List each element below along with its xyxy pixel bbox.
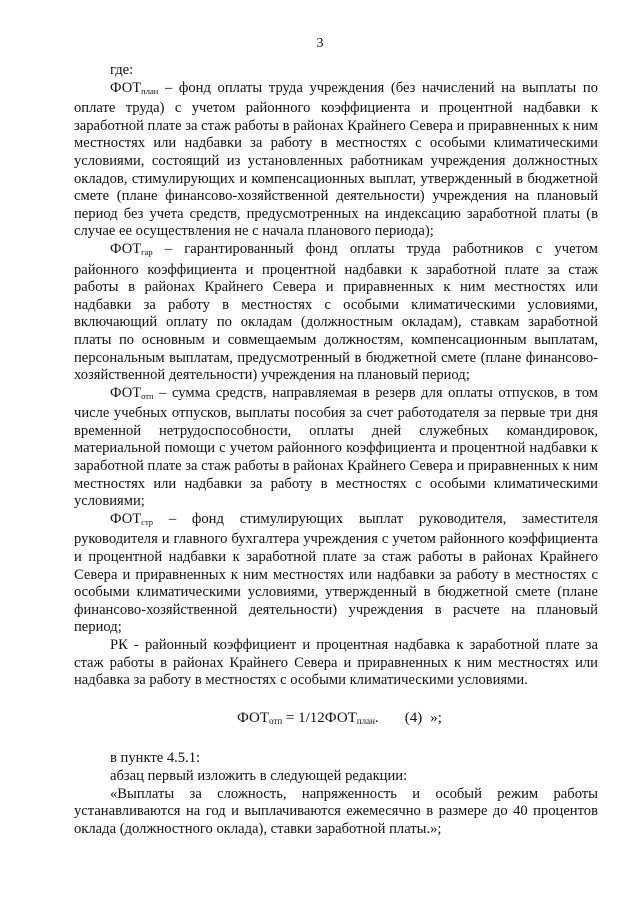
edit-instruction: абзац первый изложить в следующей редакции: xyxy=(110,767,408,784)
definition-fot-plan xyxy=(74,80,598,241)
term-definition: – фонд оплаты труда учреждения (без начислений на выплаты по оплате труда) с учетом районного коэффициента и процентной надбавки к заработной плате за стаж работы в районах Крайнего Севера и приравненных к ним местностях или надбавки за работу в местностях с особыми климатическими условиями, состоящий из установленных работникам учреждения должностных окладов, стимулирующих и компенсационных выплат, утвержденный в бюджетной смете (плане финансово-хозяйственной деятельности) учреждения на плановый период без учета средств, предусмотренных на индексацию заработной платы (в случае ее осуществления не с начала планового периода); xyxy=(74,79,598,240)
term-definition: – фонд стимулирующих выплат руководителя, заместителя руководителя и главного бухгалтера учреждения с учетом районного коэффициента и процентной надбавки к заработной плате за стаж работы в районах Крайнего Севера и приравненных к ним местностях или надбавки за работу в местностях с особыми климатическими условиями, утвержденный в бюджетной смете (плане финансово-хозяйственной деятельности) учреждения в расчете на плановый период; xyxy=(74,510,598,636)
definition-fot-str xyxy=(74,511,598,637)
formula-number: (4) xyxy=(404,709,423,726)
rk-definition: РК - районный коэффициент и процентная надбавка к заработной плате за стаж работы в районах Крайнего Севера и приравненных к ним местностях или надбавка за работу в местностях с особыми климатическими условиями. xyxy=(74,637,598,689)
page-number: 3 xyxy=(316,36,324,51)
term-symbol: ФОТ xyxy=(110,384,142,401)
term-symbol: ФОТ xyxy=(110,240,142,257)
formula-end: . xyxy=(374,709,379,726)
formula-lhs-subscript: отп xyxy=(269,715,283,726)
formula-close: »; xyxy=(430,709,442,726)
term-definition: – гарантированный фонд оплаты труда работников с учетом районного коэффициента и процентной надбавки к заработной плате за стаж работы в районах Крайнего Севера и приравненных к ним местностях или надбавки за работу в местностях с особыми климатическими условиями, включающий оплату по окладам (должностным окладам), ставкам заработной платы по основным и совмещаемым должностям, компенсационным выплатам, персональным выплатам, предусмотренный в бюджетной смете (плане финансово-хозяйственной деятельности) учреждения на плановый период; xyxy=(74,240,598,384)
term-subscript: план xyxy=(141,85,159,96)
term-symbol: ФОТ xyxy=(110,510,142,527)
term-subscript: стр xyxy=(141,516,154,527)
term-symbol: ФОТ xyxy=(110,79,142,96)
clause-reference: в пункте 4.5.1: xyxy=(110,750,201,767)
document-body xyxy=(74,62,598,838)
lead-word: где: xyxy=(110,62,134,78)
term-subscript: гар xyxy=(141,246,153,257)
definition-fot-otp xyxy=(74,385,598,511)
formula-middle: = 1/12ФОТ xyxy=(282,709,357,726)
formula-lhs: ФОТ xyxy=(237,709,270,726)
formula-4 xyxy=(74,710,598,731)
new-wording-paragraph: «Выплаты за сложность, напряженность и особый режим работы устанавливаются на год и выплачиваются ежемесячно в размере до 40 процентов оклада (должностного оклада), ставки заработной платы.»; xyxy=(74,785,598,837)
term-definition: – сумма средств, направляемая в резерв для оплаты отпусков, в том числе учебных отпусков, выплаты пособия за счет работодателя за первые три дня временной нетрудоспособности, оплаты дней служебных командировок, материальной помощи с учетом районного коэффициента и процентной надбавки к заработной плате за стаж работы в районах Крайнего Севера и приравненных к ним местностях или надбавки за работу в местностях с особыми климатическими условиями; xyxy=(74,384,598,510)
definition-fot-gar xyxy=(74,241,598,385)
formula-rhs-subscript: план xyxy=(356,715,375,726)
term-subscript: отп xyxy=(141,390,154,401)
